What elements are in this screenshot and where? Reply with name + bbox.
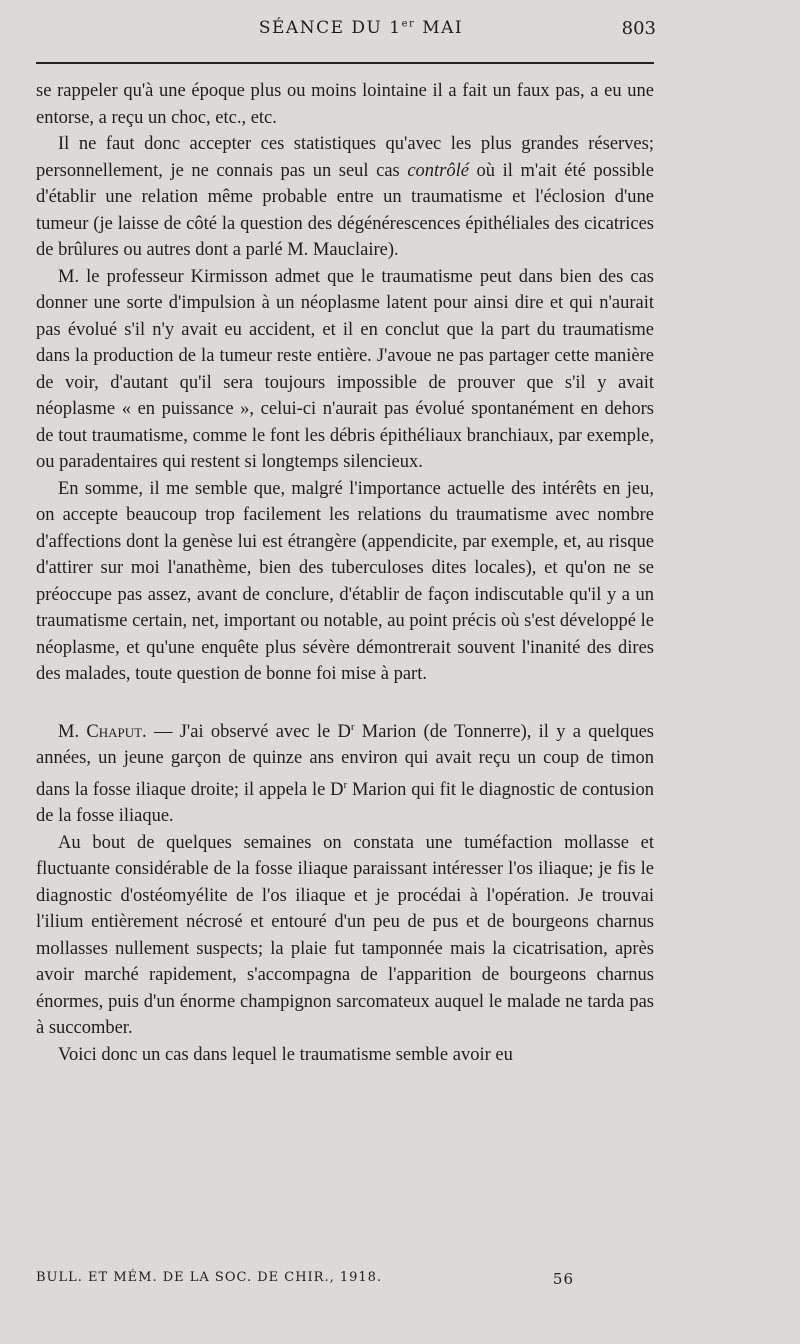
page-number: 803 — [621, 18, 656, 39]
footer-citation: BULL. ET MÉM. DE LA SOC. DE CHIR., 1918. — [36, 1270, 383, 1285]
paragraph-6: Au bout de quelques semaines on constata une tuméfaction mollasse et fluctuante considérable de la fosse iliaque paraissant intéresser l'os iliaque; je fis le diagnostic d'ostéomyélite de l'os iliaque et je procédai à l'opération. Je trouvai l'ilium entièrement nécrosé et entouré d'un peu de pus et de bourgeons charnus mollasses nullement suspects; la plaie fut tamponnée mais la cicatrisation, après avoir marché rapidement, s'accompagna de l'apparition de bourgeons charnus énormes, puis d'un énorme champignon sarcomateux auquel le malade ne tarda pas à succomber. — [36, 832, 654, 1039]
page-footer — [36, 1270, 654, 1294]
speaker-name: Chaput — [86, 721, 143, 742]
paragraph-5: M. Chaput. — J'ai observé avec le $D^r$ Marion (de Tonnerre), il y a quelques années, un jeune garçon de quinze ans environ qui avait reçu un coup de timon dans la fosse iliaque droite; il appela le $D^r$ Marion qui fit le diagnostic de contusion de la fosse iliaque. — [36, 720, 654, 827]
paragraph-4: En somme, il me semble que, malgré l'importance actuelle des intérêts en jeu, on accepte beaucoup trop facilement les relations du traumatisme avec nombre d'affections dont la genèse lui est étrangère (appendicite, par exemple, et, au risque d'attirer sur moi l'anathème, bien des tuberculoses dites locales), et qu'on ne se préoccupe pas assez, avant de conclure, d'établir de façon indiscutable qu'il y a un traumatisme certain, net, important ou notable, au point précis où s'est développé le néoplasme, et qu'une enquête plus sévère démontrerait souvent l'inanité des dires des malades, toute question de bonne foi mise à part. — [36, 478, 654, 684]
running-header — [36, 18, 656, 46]
paragraph-3: M. le professeur Kirmisson admet que le traumatisme peut dans bien des cas donner une sorte d'impulsion à un néoplasme latent pour ainsi dire et qui n'aurait pas évolué s'il n'y avait eu accident, et il en conclut que la part du traumatisme dans la production de la tumeur reste entière. J'avoue ne pas partager cette manière de voir, d'autant qu'il sera toujours impossible de prouver que s'il y avait néoplasme « en puissance », celui-ci n'aurait pas évolué spontanément en dehors de tout traumatisme, comme le font les débris épithéliaux branchiaux, par exemple, ou paradentaires qui restent si longtemps silencieux. — [36, 266, 654, 472]
paragraph-7: Voici donc un cas dans lequel le traumatisme semble avoir eu — [58, 1044, 513, 1065]
header-title: SÉANCE DU 1er MAI — [258, 18, 464, 38]
header-rule — [36, 62, 654, 64]
body-text — [36, 78, 654, 1068]
paragraph-1: se rappeler qu'à une époque plus ou moins lointaine il a fait un faux pas, a eu une entorse, a reçu un choc, etc., etc. — [36, 81, 654, 128]
emphasis-controle: contrôlé — [407, 160, 469, 181]
signature-mark: 56 — [552, 1270, 574, 1288]
paragraph-2: Il ne faut donc accepter ces statistiques qu'avec les plus grandes réserves; personnellement, je ne connais pas un seul cas contrôlé où il m'ait été possible d'établir une relation même probable entre un traumatisme et l'éclosion d'une tumeur (je laisse de côté la question des dégénérescences épithéliales des cicatrices de brûlures ou autres dont a parlé M. Mauclaire). — [36, 134, 655, 260]
